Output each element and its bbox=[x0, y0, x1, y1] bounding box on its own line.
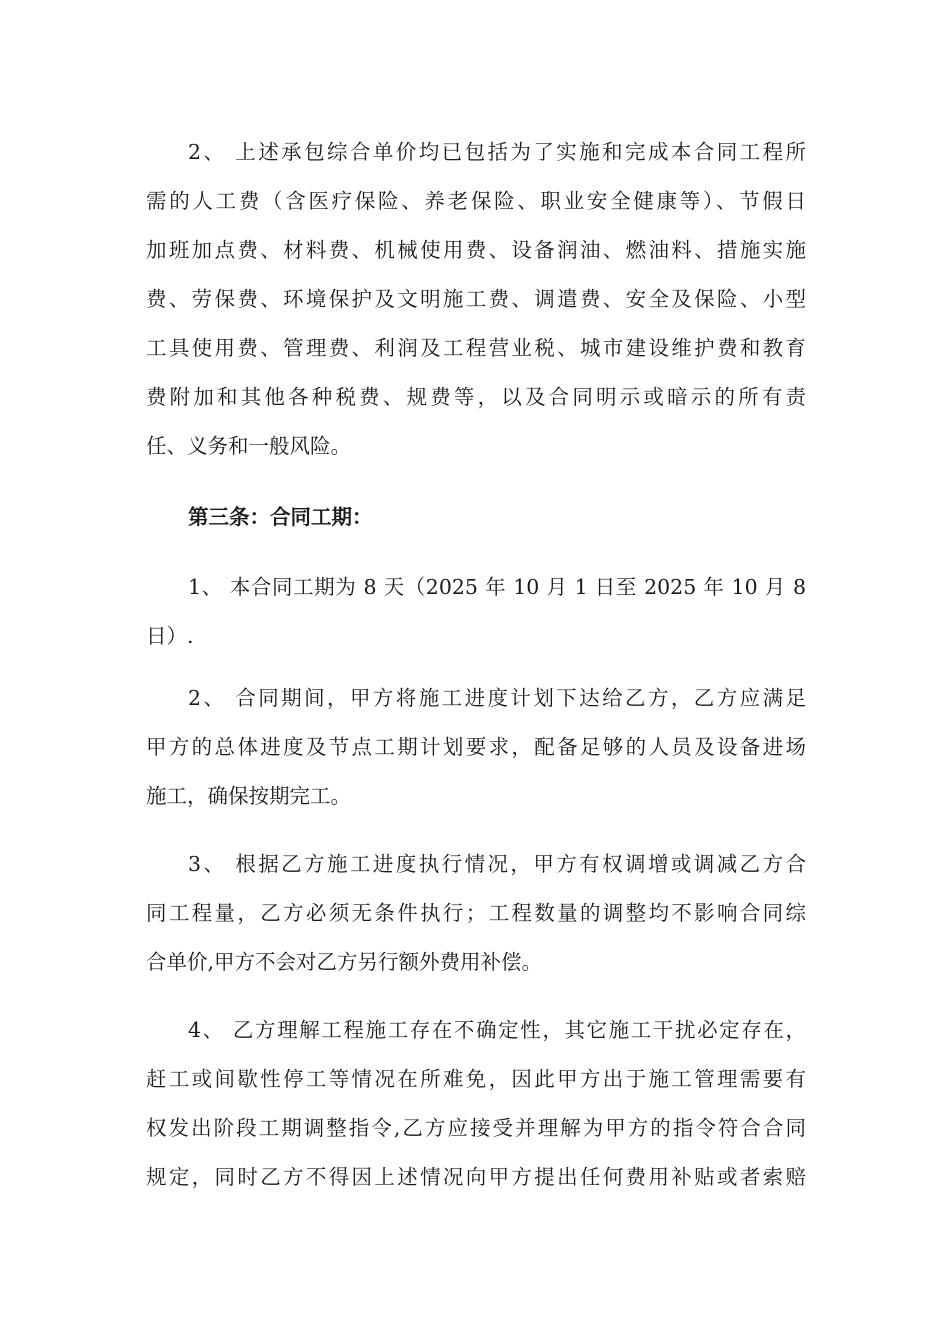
paragraph-2-line-3: 加班加点费、材料费、机械使用费、设备润油、燃油料、措施实施 bbox=[146, 238, 806, 262]
paragraph-2-line-2: 需的人工费（含医疗保险、养老保险、职业安全健康等）、节假日 bbox=[146, 189, 806, 213]
article-3-heading: 第三条：合同工期： bbox=[188, 505, 373, 529]
paragraph-2-line-4: 费、劳保费、环境保护及文明施工费、调遣费、安全及保险、小型 bbox=[146, 287, 806, 311]
article-3-item-1-line-1: 1、 本合同工期为 8 天（2025 年 10 月 1 日至 2025 年 10 月 8 bbox=[188, 575, 806, 599]
article-3-item-1-line-2: 日）. bbox=[146, 624, 194, 648]
article-3-item-4-line-3: 权发出阶段工期调整指令,乙方应接受并理解为甲方的指令符合合同 bbox=[146, 1116, 806, 1140]
article-3-item-4-line-4: 规定，同时乙方不得因上述情况向甲方提出任何费用补贴或者索赔 bbox=[146, 1165, 806, 1189]
paragraph-2-line-6: 费附加和其他各种税费、规费等，以及合同明示或暗示的所有责 bbox=[146, 385, 806, 409]
paragraph-2-line-1: 2、 上述承包综合单价均已包括为了实施和完成本合同工程所 bbox=[188, 140, 806, 164]
article-3-item-2-line-1: 2、 合同期间，甲方将施工进度计划下达给乙方，乙方应满足 bbox=[188, 686, 806, 710]
paragraph-2-line-5: 工具使用费、管理费、利润及工程营业税、城市建设维护费和教育 bbox=[146, 336, 806, 360]
article-3-item-3-line-1: 3、 根据乙方施工进度执行情况，甲方有权调增或调减乙方合 bbox=[188, 852, 806, 876]
paragraph-2-line-7: 任、义务和一般风险。 bbox=[146, 434, 351, 458]
article-3-item-3-line-2: 同工程量，乙方必须无条件执行；工程数量的调整均不影响合同综 bbox=[146, 901, 806, 925]
article-3-item-2-line-3: 施工，确保按期完工。 bbox=[146, 784, 351, 808]
article-3-item-4-line-2: 赶工或间歇性停工等情况在所难免，因此甲方出于施工管理需要有 bbox=[146, 1067, 806, 1091]
article-3-item-2-line-2: 甲方的总体进度及节点工期计划要求，配备足够的人员及设备进场 bbox=[146, 735, 806, 759]
article-3-item-4-line-1: 4、 乙方理解工程施工存在不确定性，其它施工干扰必定存在， bbox=[188, 1018, 806, 1042]
article-3-item-3-line-3: 合单价,甲方不会对乙方另行额外费用补偿。 bbox=[146, 950, 543, 974]
